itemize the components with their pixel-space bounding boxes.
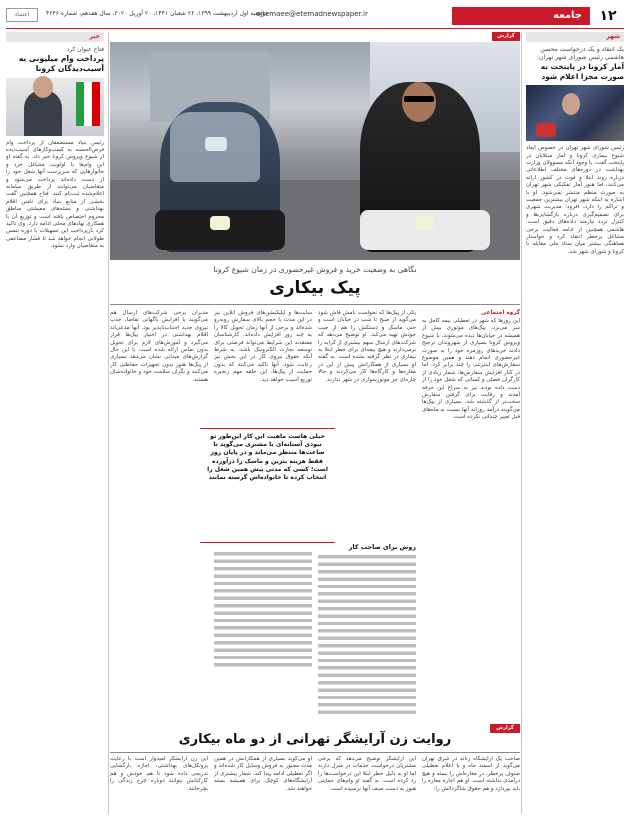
contact-email[interactable]: ejtemaee@etemadnewspaper.ir (256, 10, 368, 18)
article-text: سایت‌ها و اپلیکیشن‌های فروش آنلاین نیز در این مدت با حجم بالای سفارش روبه‌رو شده‌اند و برخی از آنها زمان تحویل کالا را به چند روز افزایش داده‌اند. کارشناسان معتقدند این شرایط می‌تواند فرصتی برای توسعه تجارت الکترونیک باشد، به شرط آنکه حقوق نیروی کار در این بخش نیز رعایت شود. آنها تاکید می‌کنند که بدون حمایت از پیک‌ها، این حلقه مهم زنجیره توزیع آسیب خواهد دید. (214, 310, 312, 383)
main-story-tag: گزارش (492, 32, 520, 41)
article-text: این زن آرایشگر امیدوار است با رعایت پروتکل‌های بهداشتی، اجازه بازگشایی تدریجی داده شود تا هم خودش و هم کارکنانش بتوانند دوباره چرخ زندگی را بچرخانند. (110, 756, 208, 792)
left-column (6, 32, 104, 814)
article-column (422, 310, 520, 720)
bottom-story-tag: گزارش (490, 724, 520, 733)
left-article-body: رئیس بنیاد مستضعفان از پرداخت وام قرض‌الحسنه به کسب‌وکارهای آسیب‌دیده از شیوع ویروس کرونا خبر داد. به گفته او این وام‌ها با اولویت مشاغل خرد و خانوارهایی که سرپرست آنها شغل خود را از دست داده‌اند پرداخت می‌شود و متقاضیان می‌توانند از طریق سامانه اعلام‌شده ثبت‌نام کنند. فتاح همچنین گفت بخشی از منابع بنیاد برای تامین اقلام بهداشتی و بسته‌های معیشتی مناطق محروم اختصاص یافته است و توزیع آن با همکاری نهادهای محلی ادامه دارد. وی تاکید کرد بازپرداخت این تسهیلات با دوره تنفس طولانی انجام خواهد شد تا فشار مضاعفی به متقاضیان وارد نشود. (6, 139, 104, 250)
hero-photo-motorcycle-couriers (110, 42, 520, 260)
section-subhead: روش برای صاحب کار (348, 543, 416, 551)
bottom-story-title[interactable]: روایت زن آرایشگر تهرانی از دو ماه بیکاری (178, 732, 452, 747)
rider-head-shape (402, 82, 436, 122)
byline: گروه اجتماعی (480, 310, 520, 316)
article-text: او می‌گوید بسیاری از همکارانش در همین مدت مجبور به فروش وسایل کار شده‌اند و اگر تعطیلی ادامه پیدا کند، شمار بیشتری از آرایشگاه‌های کوچک برای همیشه بسته خواهند شد. (214, 756, 312, 792)
masthead-rule (6, 28, 624, 29)
motorcycle-shape (360, 210, 490, 250)
main-story-kicker: نگاهی به وضعیت خرید و فروش غیرحضوری در زمان شیوع کرونا (213, 265, 417, 274)
article-text: این روزها که شهر در تعطیلی نیمه کامل به سر می‌برد، پیک‌های موتوری بیش از همیشه در خیابان‌ها دیده می‌شوند. با شیوع ویروس کرونا بسیاری از شهروندان ترجیح دادند خریدهای روزمره خود را به صورت غیرحضوری انجام دهند و همین موضوع سفارش‌های اینترنتی را چند برابر کرد. اما در کنار افزایش سفارش‌ها، شمار زیادی از کارگران فصلی و کسانی که شغل خود را از دست داده بودند نیز به سراغ این حرفه آمدند و رقابت برای گرفتن سفارش سخت‌تر از گذشته شد. بسیاری از پیک‌ها می‌گویند درآمد روزانه آنها نسبت به ماه‌های قبل تغییر چندانی نکرده است. (422, 318, 520, 421)
page-number: ۱۲ (599, 8, 617, 24)
person-head-shape (33, 76, 53, 98)
dateline: دوشنبه اول اردیبهشت ۱۳۹۹، ۲۶ شعبان ۱۴۴۱، ۲۰ آوریل ۲۰۲۰، سال هفدهم، شماره ۴۶۴۶ (46, 10, 268, 17)
article-text-continued (318, 553, 416, 718)
microphone-icon (536, 123, 556, 137)
brand-logo: اعتماد (6, 8, 38, 22)
official-portrait-photo (6, 78, 104, 136)
article-text: این آرایشگر توضیح می‌دهد که برخی مشتریان درخواست خدمات در منزل دارند اما او به دلیل خطر ابتلا این درخواست‌ها را رد کرده است. به گفته او وام‌های حمایتی هنوز به دست صنف آنها نرسیده است. (318, 756, 416, 792)
right-column (526, 32, 624, 814)
title-rule (110, 752, 520, 753)
title-rule (110, 304, 520, 305)
bottom-story-columns (110, 756, 520, 814)
bottom-story (110, 724, 520, 814)
main-story-title[interactable]: پیک بیکاری (269, 278, 361, 298)
right-article-body: رئیس شورای شهر تهران در خصوص ابعاد شیوع بیماری کرونا و آمار مبتلایان در پایتخت گفت: با وجود آنکه مسوولان وزارت بهداشت در دوره‌های مختلف اطلاعاتی درباره روند ابتلا و فوت در کشور ارائه می‌کنند، اما هنوز آمار تفکیکی شهر تهران به صورت منظم منتشر نمی‌شود. او با اشاره به اینکه شهر تهران بیشترین جمعیت و تراکم را دارد، افزود: مدیریت شهری برای تصمیم‌گیری درباره بازگشایی‌ها و کنترل تردد نیازمند داده‌های دقیق است. هاشمی همچنین از ادامه فعالیت برخی مشاغل پرخطر انتقاد کرد و خواستار هماهنگی بیشتر میان ستاد ملی مقابله با کرونا و شورای شهر شد. (526, 145, 624, 255)
section-title: جامعه (452, 7, 590, 25)
press-conference-photo (526, 85, 624, 141)
right-headline[interactable]: آمار کرونا در پایتخت به صورت مجزا اعلام شود (540, 62, 624, 81)
headlight-shape (415, 216, 435, 230)
left-headline[interactable]: پرداخت وام میلیونی به آسیب‌دیدگان کرونا (18, 54, 104, 73)
right-section-tag: شهر (526, 32, 624, 42)
article-text: یکی از پیک‌ها که نخواست نامش فاش شود می‌گوید از صبح تا شب در خیابان است و حتی ماسک و دستکش را هم از جیب خودش تهیه می‌کند. او توضیح می‌دهد که شرکت‌های ارسال سهم بیشتری از کرایه را برمی‌دارند و هیچ بیمه‌ای برای خطر ابتلا به بیماری در نظر گرفته نشده است. به گفته او بسیاری از همکارانش پیش از این در مغازه‌ها و کارگاه‌ها کار می‌کردند و حالا چاره‌ای جز موتورسواری در شهر ندارند. (318, 310, 416, 383)
column-divider (521, 32, 522, 814)
column-divider (108, 32, 109, 814)
masthead (6, 6, 624, 26)
speaker-figure (562, 93, 580, 115)
article-text: مدیران برخی شرکت‌های ارسال هم می‌گویند با افزایش ناگهانی تقاضا، جذب نیروی جدید اجتناب‌ناپذیر بود. آنها مدعی‌اند اقلام بهداشتی در اختیار پیک‌ها قرار می‌گیرد و آموزش‌های لازم برای تحویل بدون تماس ارائه شده است. با این حال گزارش‌های میدانی نشان می‌دهد بسیاری از پیک‌ها هنوز بدون تجهیزات حفاظتی کار می‌کنند و نگران سلامت خود و خانواده‌شان هستند. (110, 310, 208, 383)
left-kicker: فتاح عنوان کرد (66, 46, 104, 53)
article-text: صاحب یک آرایشگاه زنانه در شرق تهران می‌گوید از اسفند ماه و با اعلام تعطیلی صنوف پرخطر، درِ مغازه‌اش را بسته و هیچ درآمدی نداشته است. او هم اجاره مغازه را باید بپردازد و هم حقوق شاگردانش را. (422, 756, 520, 792)
face-mask-shape (205, 137, 227, 151)
main-area (110, 32, 520, 814)
article-text-continued (214, 550, 312, 670)
right-headline-lead: یک انتقاد و یک درخواست محسن هاشمی رئیس شورای شهر تهران: (536, 46, 624, 61)
iran-flag-shape (76, 82, 100, 126)
pull-quote: خیلی هاست ماهیت این کار این‌طور تو نبودی آستانه‌ای با مشتری می‌گوید تا ساعت‌ها منتظر می‌ماند و در پایان روز فقط هزینه بنزین و ماسک را درآورده است؛ کسی که مدتی پیش همین شغل را انتخاب کرده تا خانواده‌اش گرسنه نمانند (200, 428, 335, 543)
article-column (110, 310, 208, 720)
left-section-tag: خبر (6, 32, 104, 42)
headlight-shape (210, 216, 230, 230)
main-story-columns (110, 310, 520, 720)
motorcycle-shape (155, 210, 285, 250)
sunglasses-shape (404, 96, 434, 102)
right-headline-block[interactable] (526, 46, 624, 81)
